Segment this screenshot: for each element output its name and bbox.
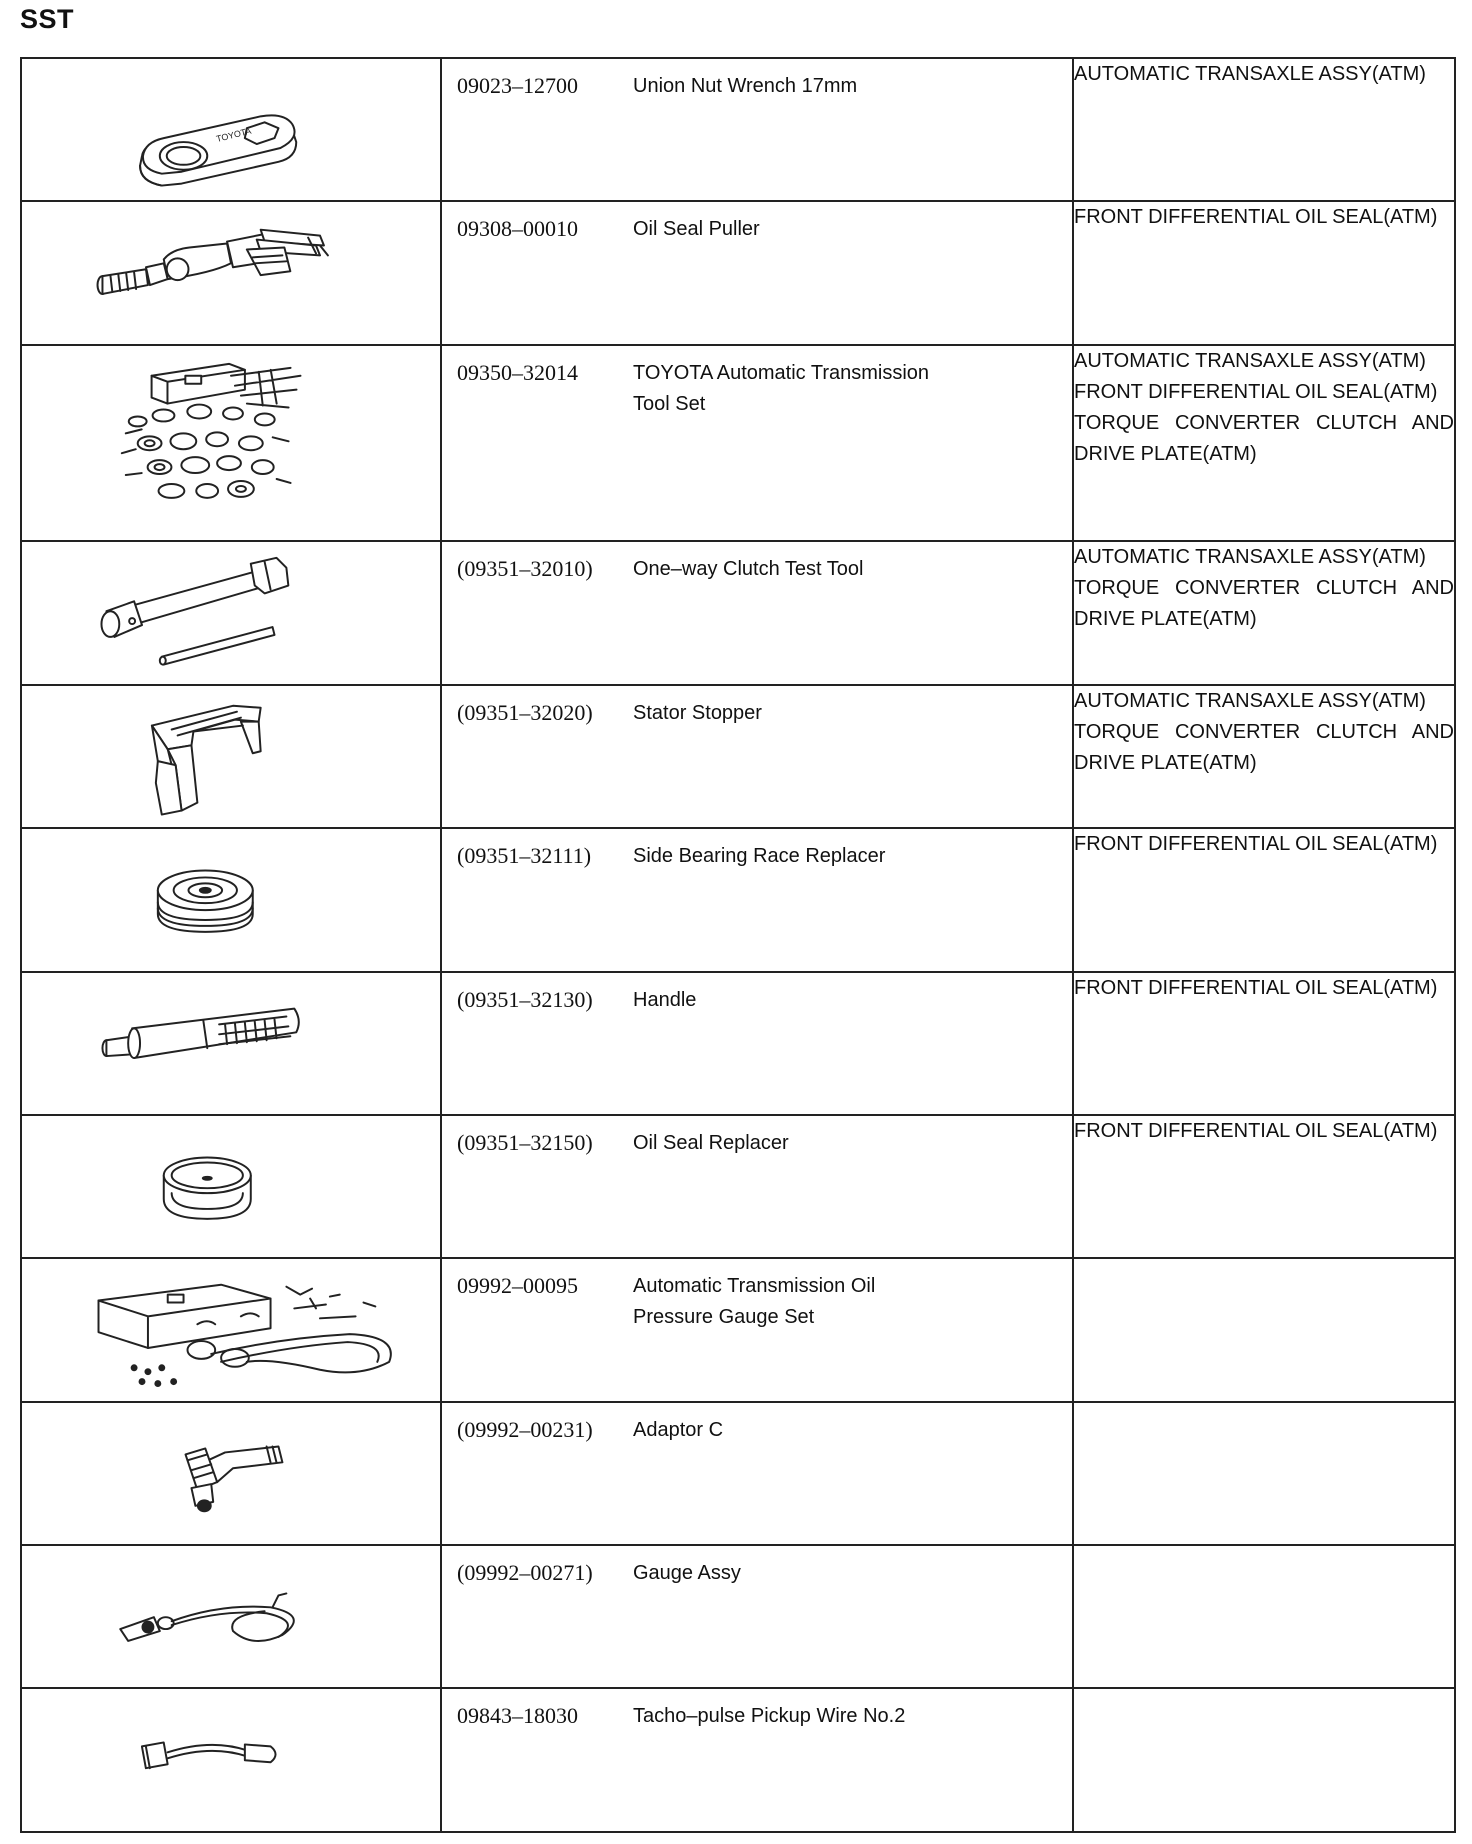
side-bearing-race-replacer-illustration [22, 829, 440, 970]
part-number: 09308–00010 [457, 216, 578, 242]
part-number: (09351–32020) [457, 699, 593, 725]
section-heading: SST [20, 4, 75, 34]
part-number: (09992–00271) [457, 1560, 593, 1586]
tool-illustration-cell [21, 541, 441, 684]
part-name: Handle [633, 988, 697, 1011]
part-number: (09351–32130) [457, 986, 593, 1012]
application-item: TORQUE CONVERTER CLUTCH AND DRIVE PLATE(ATM) [1074, 411, 1454, 465]
oil-seal-puller-illustration [22, 202, 440, 343]
part-name: Union Nut Wrench 17mm [633, 75, 858, 97]
part-info-cell [441, 201, 1073, 344]
part-name: Tacho–pulse Pickup Wire No.2 [633, 1705, 906, 1728]
part-info-cell [441, 58, 1073, 201]
application-item: FRONT DIFFERENTIAL OIL SEAL(ATM) [1074, 1119, 1438, 1142]
part-info-cell [441, 1258, 1073, 1401]
part-number: 09992–00095 [457, 1273, 578, 1299]
part-info-cell [441, 1402, 1073, 1545]
table-row [21, 345, 1455, 542]
application-cell [1073, 828, 1455, 971]
part-info-cell [441, 1545, 1073, 1688]
sst-table [20, 57, 1456, 1833]
tool-set-illustration [22, 346, 440, 541]
tacho-pulse-pickup-wire-illustration [22, 1689, 440, 1831]
stator-stopper-illustration [22, 686, 440, 827]
part-info-cell [441, 345, 1073, 542]
part-info-cell [441, 828, 1073, 971]
part-name: Adaptor C [633, 1418, 724, 1441]
part-number: (09992–00231) [457, 1416, 593, 1442]
part-number: (09351–32150) [457, 1129, 593, 1155]
part-name: Side Bearing Race Replacer [633, 845, 886, 868]
gauge-assy-illustration [22, 1546, 440, 1687]
part-name: TOYOTA Automatic Transmission Tool Set [633, 361, 930, 415]
application-cell [1073, 1258, 1455, 1401]
application-item: FRONT DIFFERENTIAL OIL SEAL(ATM) [1074, 976, 1438, 999]
part-info-cell [441, 541, 1073, 684]
tool-illustration-cell [21, 685, 441, 828]
tool-illustration-cell [21, 1258, 441, 1401]
part-name: Oil Seal Replacer [633, 1131, 789, 1154]
part-name: Stator Stopper [633, 701, 762, 724]
table-row [21, 685, 1455, 828]
part-name: Automatic Transmission Oil Pressure Gauge Set [633, 1275, 876, 1329]
application-item: AUTOMATIC TRANSAXLE ASSY(ATM) [1074, 63, 1426, 85]
application-cell [1073, 345, 1455, 542]
tool-illustration-cell [21, 828, 441, 971]
table-row [21, 1688, 1455, 1832]
table-row [21, 201, 1455, 344]
table-row [21, 1115, 1455, 1258]
part-info-cell [441, 1115, 1073, 1258]
tool-illustration-cell [21, 972, 441, 1115]
part-info-cell [441, 685, 1073, 828]
application-cell [1073, 1688, 1455, 1832]
part-number: 09843–18030 [457, 1703, 578, 1729]
tool-illustration-cell [21, 1115, 441, 1258]
table-row [21, 1545, 1455, 1688]
tool-illustration-cell [21, 1545, 441, 1688]
table-row [21, 972, 1455, 1115]
part-name: One–way Clutch Test Tool [633, 558, 864, 581]
application-cell [1073, 58, 1455, 201]
application-item: TORQUE CONVERTER CLUTCH AND DRIVE PLATE(ATM) [1074, 577, 1454, 631]
part-name: Oil Seal Puller [633, 218, 760, 241]
application-item: FRONT DIFFERENTIAL OIL SEAL(ATM) [1074, 380, 1438, 403]
one-way-clutch-test-tool-illustration [22, 542, 440, 683]
table-row [21, 1402, 1455, 1545]
application-item: AUTOMATIC TRANSAXLE ASSY(ATM) [1074, 689, 1426, 712]
application-cell [1073, 685, 1455, 828]
application-cell [1073, 1545, 1455, 1688]
part-info-cell [441, 972, 1073, 1115]
tool-illustration-cell [21, 345, 441, 542]
application-item: FRONT DIFFERENTIAL OIL SEAL(ATM) [1074, 206, 1438, 229]
oil-pressure-gauge-set-illustration [22, 1259, 440, 1400]
oil-seal-replacer-illustration [22, 1116, 440, 1257]
part-number: 09023–12700 [457, 73, 578, 98]
application-item: FRONT DIFFERENTIAL OIL SEAL(ATM) [1074, 833, 1438, 856]
tool-illustration-cell [21, 1402, 441, 1545]
table-row [21, 541, 1455, 684]
application-item: AUTOMATIC TRANSAXLE ASSY(ATM) [1074, 349, 1426, 372]
part-info-cell [441, 1688, 1073, 1832]
application-cell [1073, 201, 1455, 344]
application-item: TORQUE CONVERTER CLUTCH AND DRIVE PLATE(ATM) [1074, 720, 1454, 774]
handle-illustration [22, 973, 440, 1114]
table-row [21, 828, 1455, 971]
table-row [21, 58, 1455, 201]
adaptor-c-illustration [22, 1403, 440, 1544]
union-nut-wrench-illustration [22, 59, 440, 200]
part-number: (09351–32010) [457, 556, 593, 582]
tool-illustration-cell [21, 58, 441, 201]
part-number: 09350–32014 [457, 359, 578, 385]
part-number: (09351–32111) [457, 843, 592, 869]
tool-illustration-cell [21, 1688, 441, 1832]
svg-text:TOYOTA: TOYOTA [215, 125, 253, 144]
application-cell [1073, 1402, 1455, 1545]
table-row [21, 1258, 1455, 1401]
part-name: Gauge Assy [633, 1562, 741, 1585]
application-cell [1073, 541, 1455, 684]
application-item: AUTOMATIC TRANSAXLE ASSY(ATM) [1074, 546, 1426, 569]
application-cell [1073, 1115, 1455, 1258]
tool-illustration-cell [21, 201, 441, 344]
application-cell [1073, 972, 1455, 1115]
